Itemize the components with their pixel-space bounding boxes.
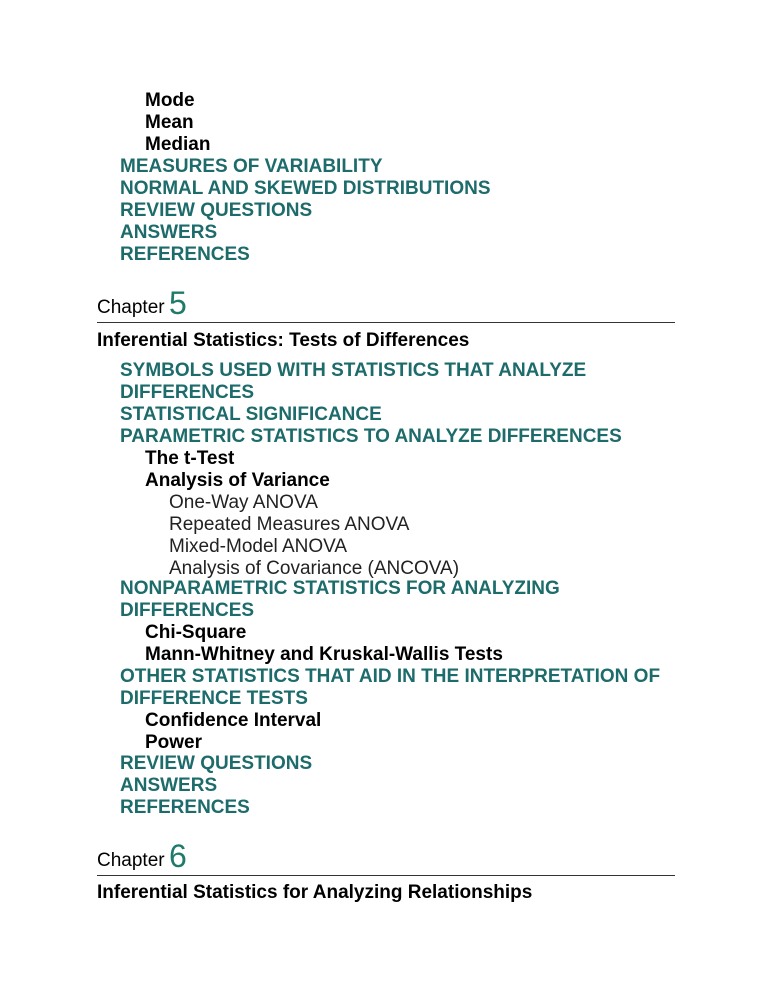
toc-section-nonparametric-statistics[interactable]: NONPARAMETRIC STATISTICS FOR ANALYZING <box>120 578 560 599</box>
toc-section-nonparametric-statistics-cont[interactable]: DIFFERENCES <box>120 600 255 621</box>
chapter-5-title[interactable]: Inferential Statistics: Tests of Differences <box>97 330 470 351</box>
chapter-label: Chapter <box>97 297 165 318</box>
toc-section-references-ch5[interactable]: REFERENCES <box>120 797 250 818</box>
toc-subsection-analysis-of-variance[interactable]: Analysis of Variance <box>145 470 330 491</box>
toc-section-answers[interactable]: ANSWERS <box>120 222 218 243</box>
toc-subsection-chi-square[interactable]: Chi-Square <box>145 622 247 643</box>
toc-section-statistical-significance[interactable]: STATISTICAL SIGNIFICANCE <box>120 404 382 425</box>
toc-subsection-power[interactable]: Power <box>145 732 203 753</box>
chapter-5-heading <box>97 285 675 323</box>
chapter-label: Chapter <box>97 850 165 871</box>
toc-section-other-statistics[interactable]: OTHER STATISTICS THAT AID IN THE INTERPRETATION OF <box>120 666 661 687</box>
toc-subsection-median[interactable]: Median <box>145 134 211 155</box>
toc-subsection-confidence-interval[interactable]: Confidence Interval <box>145 710 322 731</box>
chapter-6-heading <box>97 838 675 876</box>
toc-section-answers-ch5[interactable]: ANSWERS <box>120 775 218 796</box>
chapter-number: 6 <box>169 838 187 874</box>
toc-section-measures-of-variability[interactable]: MEASURES OF VARIABILITY <box>120 156 383 177</box>
toc-subsection-mean[interactable]: Mean <box>145 112 194 133</box>
toc-section-symbols-used-cont[interactable]: DIFFERENCES <box>120 382 255 403</box>
toc-section-review-questions[interactable]: REVIEW QUESTIONS <box>120 200 313 221</box>
toc-subsection-mann-whitney[interactable]: Mann-Whitney and Kruskal-Wallis Tests <box>145 644 503 665</box>
toc-section-normal-and-skewed-distributions[interactable]: NORMAL AND SKEWED DISTRIBUTIONS <box>120 178 491 199</box>
toc-section-review-questions-ch5[interactable]: REVIEW QUESTIONS <box>120 753 313 774</box>
toc-subsection-mode[interactable]: Mode <box>145 90 195 111</box>
chapter-number: 5 <box>169 285 187 321</box>
toc-subsubsection-one-way-anova[interactable]: One-Way ANOVA <box>169 492 318 513</box>
toc-subsection-t-test[interactable]: The t-Test <box>145 448 235 469</box>
toc-subsubsection-repeated-measures-anova[interactable]: Repeated Measures ANOVA <box>169 514 410 535</box>
toc-section-other-statistics-cont[interactable]: DIFFERENCE TESTS <box>120 688 308 709</box>
toc-section-references[interactable]: REFERENCES <box>120 244 250 265</box>
chapter-6-title[interactable]: Inferential Statistics for Analyzing Relationships <box>97 882 533 903</box>
toc-subsubsection-mixed-model-anova[interactable]: Mixed-Model ANOVA <box>169 536 348 557</box>
toc-section-parametric-statistics[interactable]: PARAMETRIC STATISTICS TO ANALYZE DIFFERENCES <box>120 426 622 447</box>
toc-section-symbols-used[interactable]: SYMBOLS USED WITH STATISTICS THAT ANALYZE <box>120 360 587 381</box>
toc-subsubsection-ancova[interactable]: Analysis of Covariance (ANCOVA) <box>169 558 460 579</box>
